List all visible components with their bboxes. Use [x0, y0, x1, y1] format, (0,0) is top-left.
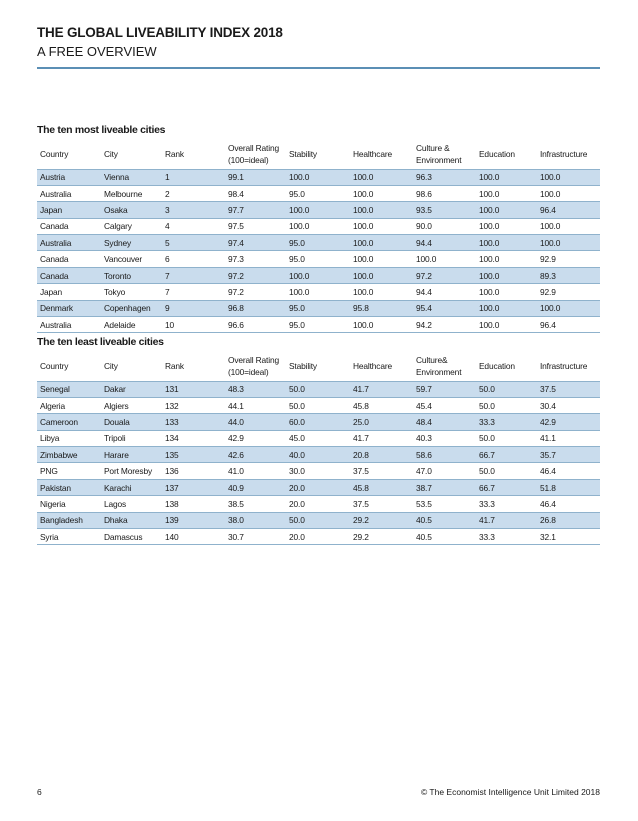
table-cell: 33.3: [476, 496, 537, 512]
table-cell: Douala: [101, 414, 162, 430]
table-cell: 100.0: [476, 202, 537, 218]
table-cell: 51.8: [537, 479, 600, 495]
table-cell: 44.1: [225, 397, 286, 413]
table-cell: 40.0: [286, 447, 350, 463]
table-cell: Adelaide: [101, 317, 162, 333]
col-culture: [413, 140, 476, 169]
table-cell: 95.0: [286, 185, 350, 201]
table-header-row: [37, 352, 600, 381]
col-culture-line2: Environment: [416, 367, 462, 378]
table-cell: 50.0: [476, 381, 537, 397]
table-row: [37, 284, 600, 300]
table-cell: 100.0: [286, 267, 350, 283]
copyright-notice: © The Economist Intelligence Unit Limited 2018: [420, 787, 600, 797]
col-infrastructure: Infrastructure: [540, 149, 588, 159]
table-cell: Japan: [37, 284, 101, 300]
table-cell: 97.2: [225, 284, 286, 300]
table-cell: 100.0: [476, 169, 537, 185]
table-cell: 100.0: [476, 218, 537, 234]
report-subtitle: A FREE OVERVIEW: [37, 44, 157, 59]
table-cell: 40.5: [413, 512, 476, 528]
table-header-row: [37, 140, 600, 169]
table-cell: 48.3: [225, 381, 286, 397]
table-row: [37, 381, 600, 397]
table-cell: 96.8: [225, 300, 286, 316]
table-row: [37, 218, 600, 234]
table-cell: 42.6: [225, 447, 286, 463]
table-cell: 32.1: [537, 529, 600, 545]
most-liveable-section: [37, 124, 600, 333]
table-cell: 96.4: [537, 202, 600, 218]
table-cell: 37.5: [537, 381, 600, 397]
table-cell: 95.0: [286, 251, 350, 267]
col-culture-line2: Environment: [416, 155, 462, 166]
table-cell: 26.8: [537, 512, 600, 528]
col-rank: Rank: [165, 361, 184, 371]
header-divider: [37, 67, 600, 69]
table-cell: Senegal: [37, 381, 101, 397]
table-cell: 29.2: [350, 529, 413, 545]
table-cell: 98.4: [225, 185, 286, 201]
table-cell: 97.2: [413, 267, 476, 283]
col-city: City: [104, 361, 118, 371]
table-cell: 90.0: [413, 218, 476, 234]
table-cell: Dakar: [101, 381, 162, 397]
table-row: [37, 463, 600, 479]
table-cell: 89.3: [537, 267, 600, 283]
table-row: [37, 479, 600, 495]
table-cell: Australia: [37, 317, 101, 333]
table-cell: Port Moresby: [101, 463, 162, 479]
table-cell: 133: [162, 414, 225, 430]
table-cell: 45.0: [286, 430, 350, 446]
table-cell: 5: [162, 235, 225, 251]
table-cell: 96.4: [537, 317, 600, 333]
table-cell: 97.5: [225, 218, 286, 234]
table-cell: 66.7: [476, 479, 537, 495]
least-liveable-table: [37, 352, 600, 545]
table-row: [37, 235, 600, 251]
table-cell: 30.4: [537, 397, 600, 413]
table-cell: Austria: [37, 169, 101, 185]
table-cell: 20.0: [286, 479, 350, 495]
table-cell: 41.7: [350, 430, 413, 446]
table-cell: 38.7: [413, 479, 476, 495]
col-overall-line1: Overall Rating: [228, 354, 279, 365]
table-row: [37, 267, 600, 283]
table-cell: 99.1: [225, 169, 286, 185]
table-cell: 96.3: [413, 169, 476, 185]
table-cell: 42.9: [537, 414, 600, 430]
table-cell: 58.6: [413, 447, 476, 463]
table-cell: Sydney: [101, 235, 162, 251]
table-cell: 100.0: [350, 185, 413, 201]
table-cell: 97.2: [225, 267, 286, 283]
table-cell: 29.2: [350, 512, 413, 528]
table-cell: 92.9: [537, 251, 600, 267]
table-cell: 100.0: [413, 251, 476, 267]
table-cell: 50.0: [476, 430, 537, 446]
col-country: Country: [40, 149, 69, 159]
table-cell: 140: [162, 529, 225, 545]
table-cell: 100.0: [350, 169, 413, 185]
table-cell: 94.2: [413, 317, 476, 333]
table-row: [37, 447, 600, 463]
table-cell: 33.3: [476, 414, 537, 430]
col-rank: Rank: [165, 149, 184, 159]
table-cell: 100.0: [476, 235, 537, 251]
least-liveable-title: The ten least liveable cities: [37, 336, 164, 348]
table-cell: 46.4: [537, 463, 600, 479]
col-culture-line1: Culture &: [416, 142, 450, 153]
col-overall-line2: (100=ideal): [228, 367, 269, 378]
table-cell: 95.0: [286, 300, 350, 316]
table-cell: 100.0: [537, 235, 600, 251]
table-cell: 4: [162, 218, 225, 234]
table-cell: 100.0: [350, 251, 413, 267]
table-row: [37, 169, 600, 185]
table-row: [37, 251, 600, 267]
table-cell: PNG: [37, 463, 101, 479]
table-cell: Copenhagen: [101, 300, 162, 316]
table-cell: Canada: [37, 267, 101, 283]
col-country: Country: [40, 361, 69, 371]
table-cell: Calgary: [101, 218, 162, 234]
col-education: Education: [479, 149, 515, 159]
table-cell: 7: [162, 267, 225, 283]
table-row: [37, 430, 600, 446]
col-healthcare: Healthcare: [353, 149, 393, 159]
table-cell: 46.4: [537, 496, 600, 512]
table-cell: 35.7: [537, 447, 600, 463]
table-row: [37, 414, 600, 430]
report-title: THE GLOBAL LIVEABILITY INDEX 2018: [37, 25, 283, 40]
table-cell: 100.0: [350, 267, 413, 283]
table-cell: Harare: [101, 447, 162, 463]
table-cell: 100.0: [537, 185, 600, 201]
table-cell: 100.0: [476, 300, 537, 316]
table-cell: 3: [162, 202, 225, 218]
table-cell: 42.9: [225, 430, 286, 446]
table-cell: Denmark: [37, 300, 101, 316]
table-cell: 94.4: [413, 284, 476, 300]
table-cell: 38.0: [225, 512, 286, 528]
table-cell: 9: [162, 300, 225, 316]
table-cell: 100.0: [286, 284, 350, 300]
table-cell: 45.8: [350, 397, 413, 413]
table-cell: 37.5: [350, 463, 413, 479]
table-cell: 37.5: [350, 496, 413, 512]
table-row: [37, 397, 600, 413]
table-cell: 6: [162, 251, 225, 267]
col-city: City: [104, 149, 118, 159]
table-cell: Dhaka: [101, 512, 162, 528]
table-cell: 97.4: [225, 235, 286, 251]
table-cell: 53.5: [413, 496, 476, 512]
table-cell: 44.0: [225, 414, 286, 430]
table-cell: Libya: [37, 430, 101, 446]
table-cell: 66.7: [476, 447, 537, 463]
table-cell: 50.0: [286, 512, 350, 528]
col-overall: [225, 140, 286, 169]
table-cell: Australia: [37, 235, 101, 251]
table-cell: 132: [162, 397, 225, 413]
table-cell: 94.4: [413, 235, 476, 251]
table-cell: Vienna: [101, 169, 162, 185]
table-cell: 30.0: [286, 463, 350, 479]
col-culture: [413, 352, 476, 381]
table-cell: 100.0: [350, 317, 413, 333]
table-cell: 138: [162, 496, 225, 512]
table-cell: 10: [162, 317, 225, 333]
col-overall: [225, 352, 286, 381]
col-stability: Stability: [289, 149, 317, 159]
table-cell: 100.0: [537, 218, 600, 234]
table-cell: Canada: [37, 251, 101, 267]
col-stability: Stability: [289, 361, 317, 371]
table-cell: 100.0: [350, 235, 413, 251]
table-cell: 95.8: [350, 300, 413, 316]
table-cell: 59.7: [413, 381, 476, 397]
table-cell: 100.0: [286, 202, 350, 218]
table-cell: 95.0: [286, 317, 350, 333]
table-cell: 41.7: [476, 512, 537, 528]
most-liveable-table: [37, 140, 600, 333]
table-cell: Tripoli: [101, 430, 162, 446]
table-cell: 45.4: [413, 397, 476, 413]
table-cell: 7: [162, 284, 225, 300]
table-cell: 2: [162, 185, 225, 201]
table-cell: 95.0: [286, 235, 350, 251]
table-cell: Vancouver: [101, 251, 162, 267]
table-cell: 92.9: [537, 284, 600, 300]
table-cell: 50.0: [476, 463, 537, 479]
table-cell: Melbourne: [101, 185, 162, 201]
table-row: [37, 300, 600, 316]
table-cell: 20.0: [286, 529, 350, 545]
table-cell: 100.0: [537, 169, 600, 185]
most-liveable-rows: [37, 169, 600, 333]
table-cell: 50.0: [286, 397, 350, 413]
table-cell: 20.0: [286, 496, 350, 512]
table-cell: 30.7: [225, 529, 286, 545]
table-cell: 100.0: [476, 185, 537, 201]
table-cell: 100.0: [476, 251, 537, 267]
page-header: [37, 24, 600, 60]
table-row: [37, 202, 600, 218]
table-cell: 1: [162, 169, 225, 185]
table-cell: 25.0: [350, 414, 413, 430]
table-row: [37, 496, 600, 512]
table-cell: 38.5: [225, 496, 286, 512]
table-cell: 98.6: [413, 185, 476, 201]
table-cell: 96.6: [225, 317, 286, 333]
table-cell: Syria: [37, 529, 101, 545]
table-cell: Pakistan: [37, 479, 101, 495]
table-cell: Tokyo: [101, 284, 162, 300]
table-row: [37, 317, 600, 333]
table-cell: 100.0: [476, 317, 537, 333]
table-cell: 100.0: [286, 218, 350, 234]
table-cell: Australia: [37, 185, 101, 201]
table-cell: Algiers: [101, 397, 162, 413]
col-culture-line1: Culture&: [416, 354, 448, 365]
table-cell: 50.0: [286, 381, 350, 397]
table-row: [37, 512, 600, 528]
table-cell: 95.4: [413, 300, 476, 316]
table-cell: 48.4: [413, 414, 476, 430]
table-cell: 60.0: [286, 414, 350, 430]
table-cell: 41.7: [350, 381, 413, 397]
table-cell: Japan: [37, 202, 101, 218]
table-cell: Algeria: [37, 397, 101, 413]
least-liveable-rows: [37, 381, 600, 545]
page-number: 6: [37, 787, 42, 797]
table-cell: Osaka: [101, 202, 162, 218]
table-cell: 137: [162, 479, 225, 495]
most-liveable-title: The ten most liveable cities: [37, 124, 166, 136]
table-cell: 100.0: [350, 284, 413, 300]
table-cell: 20.8: [350, 447, 413, 463]
table-cell: Canada: [37, 218, 101, 234]
table-cell: 136: [162, 463, 225, 479]
table-cell: Nigeria: [37, 496, 101, 512]
table-cell: 97.3: [225, 251, 286, 267]
table-cell: Toronto: [101, 267, 162, 283]
table-row: [37, 185, 600, 201]
least-liveable-section: [37, 336, 600, 545]
table-cell: 33.3: [476, 529, 537, 545]
table-cell: 131: [162, 381, 225, 397]
table-cell: 40.5: [413, 529, 476, 545]
table-cell: 40.9: [225, 479, 286, 495]
col-education: Education: [479, 361, 515, 371]
table-cell: 100.0: [476, 267, 537, 283]
col-overall-line1: Overall Rating: [228, 142, 279, 153]
table-cell: 100.0: [350, 202, 413, 218]
table-cell: Bangladesh: [37, 512, 101, 528]
table-cell: 41.0: [225, 463, 286, 479]
col-healthcare: Healthcare: [353, 361, 393, 371]
table-cell: 45.8: [350, 479, 413, 495]
col-overall-line2: (100=ideal): [228, 155, 269, 166]
table-cell: Zimbabwe: [37, 447, 101, 463]
table-cell: 135: [162, 447, 225, 463]
table-row: [37, 529, 600, 545]
table-cell: 40.3: [413, 430, 476, 446]
table-cell: Lagos: [101, 496, 162, 512]
table-cell: Cameroon: [37, 414, 101, 430]
table-cell: 100.0: [537, 300, 600, 316]
table-cell: Damascus: [101, 529, 162, 545]
table-cell: 100.0: [476, 284, 537, 300]
table-cell: 139: [162, 512, 225, 528]
table-cell: 93.5: [413, 202, 476, 218]
table-cell: 134: [162, 430, 225, 446]
table-cell: Karachi: [101, 479, 162, 495]
table-cell: 47.0: [413, 463, 476, 479]
table-cell: 97.7: [225, 202, 286, 218]
table-cell: 100.0: [350, 218, 413, 234]
table-cell: 50.0: [476, 397, 537, 413]
col-infrastructure: Infrastructure: [540, 361, 588, 371]
table-cell: 41.1: [537, 430, 600, 446]
table-cell: 100.0: [286, 169, 350, 185]
